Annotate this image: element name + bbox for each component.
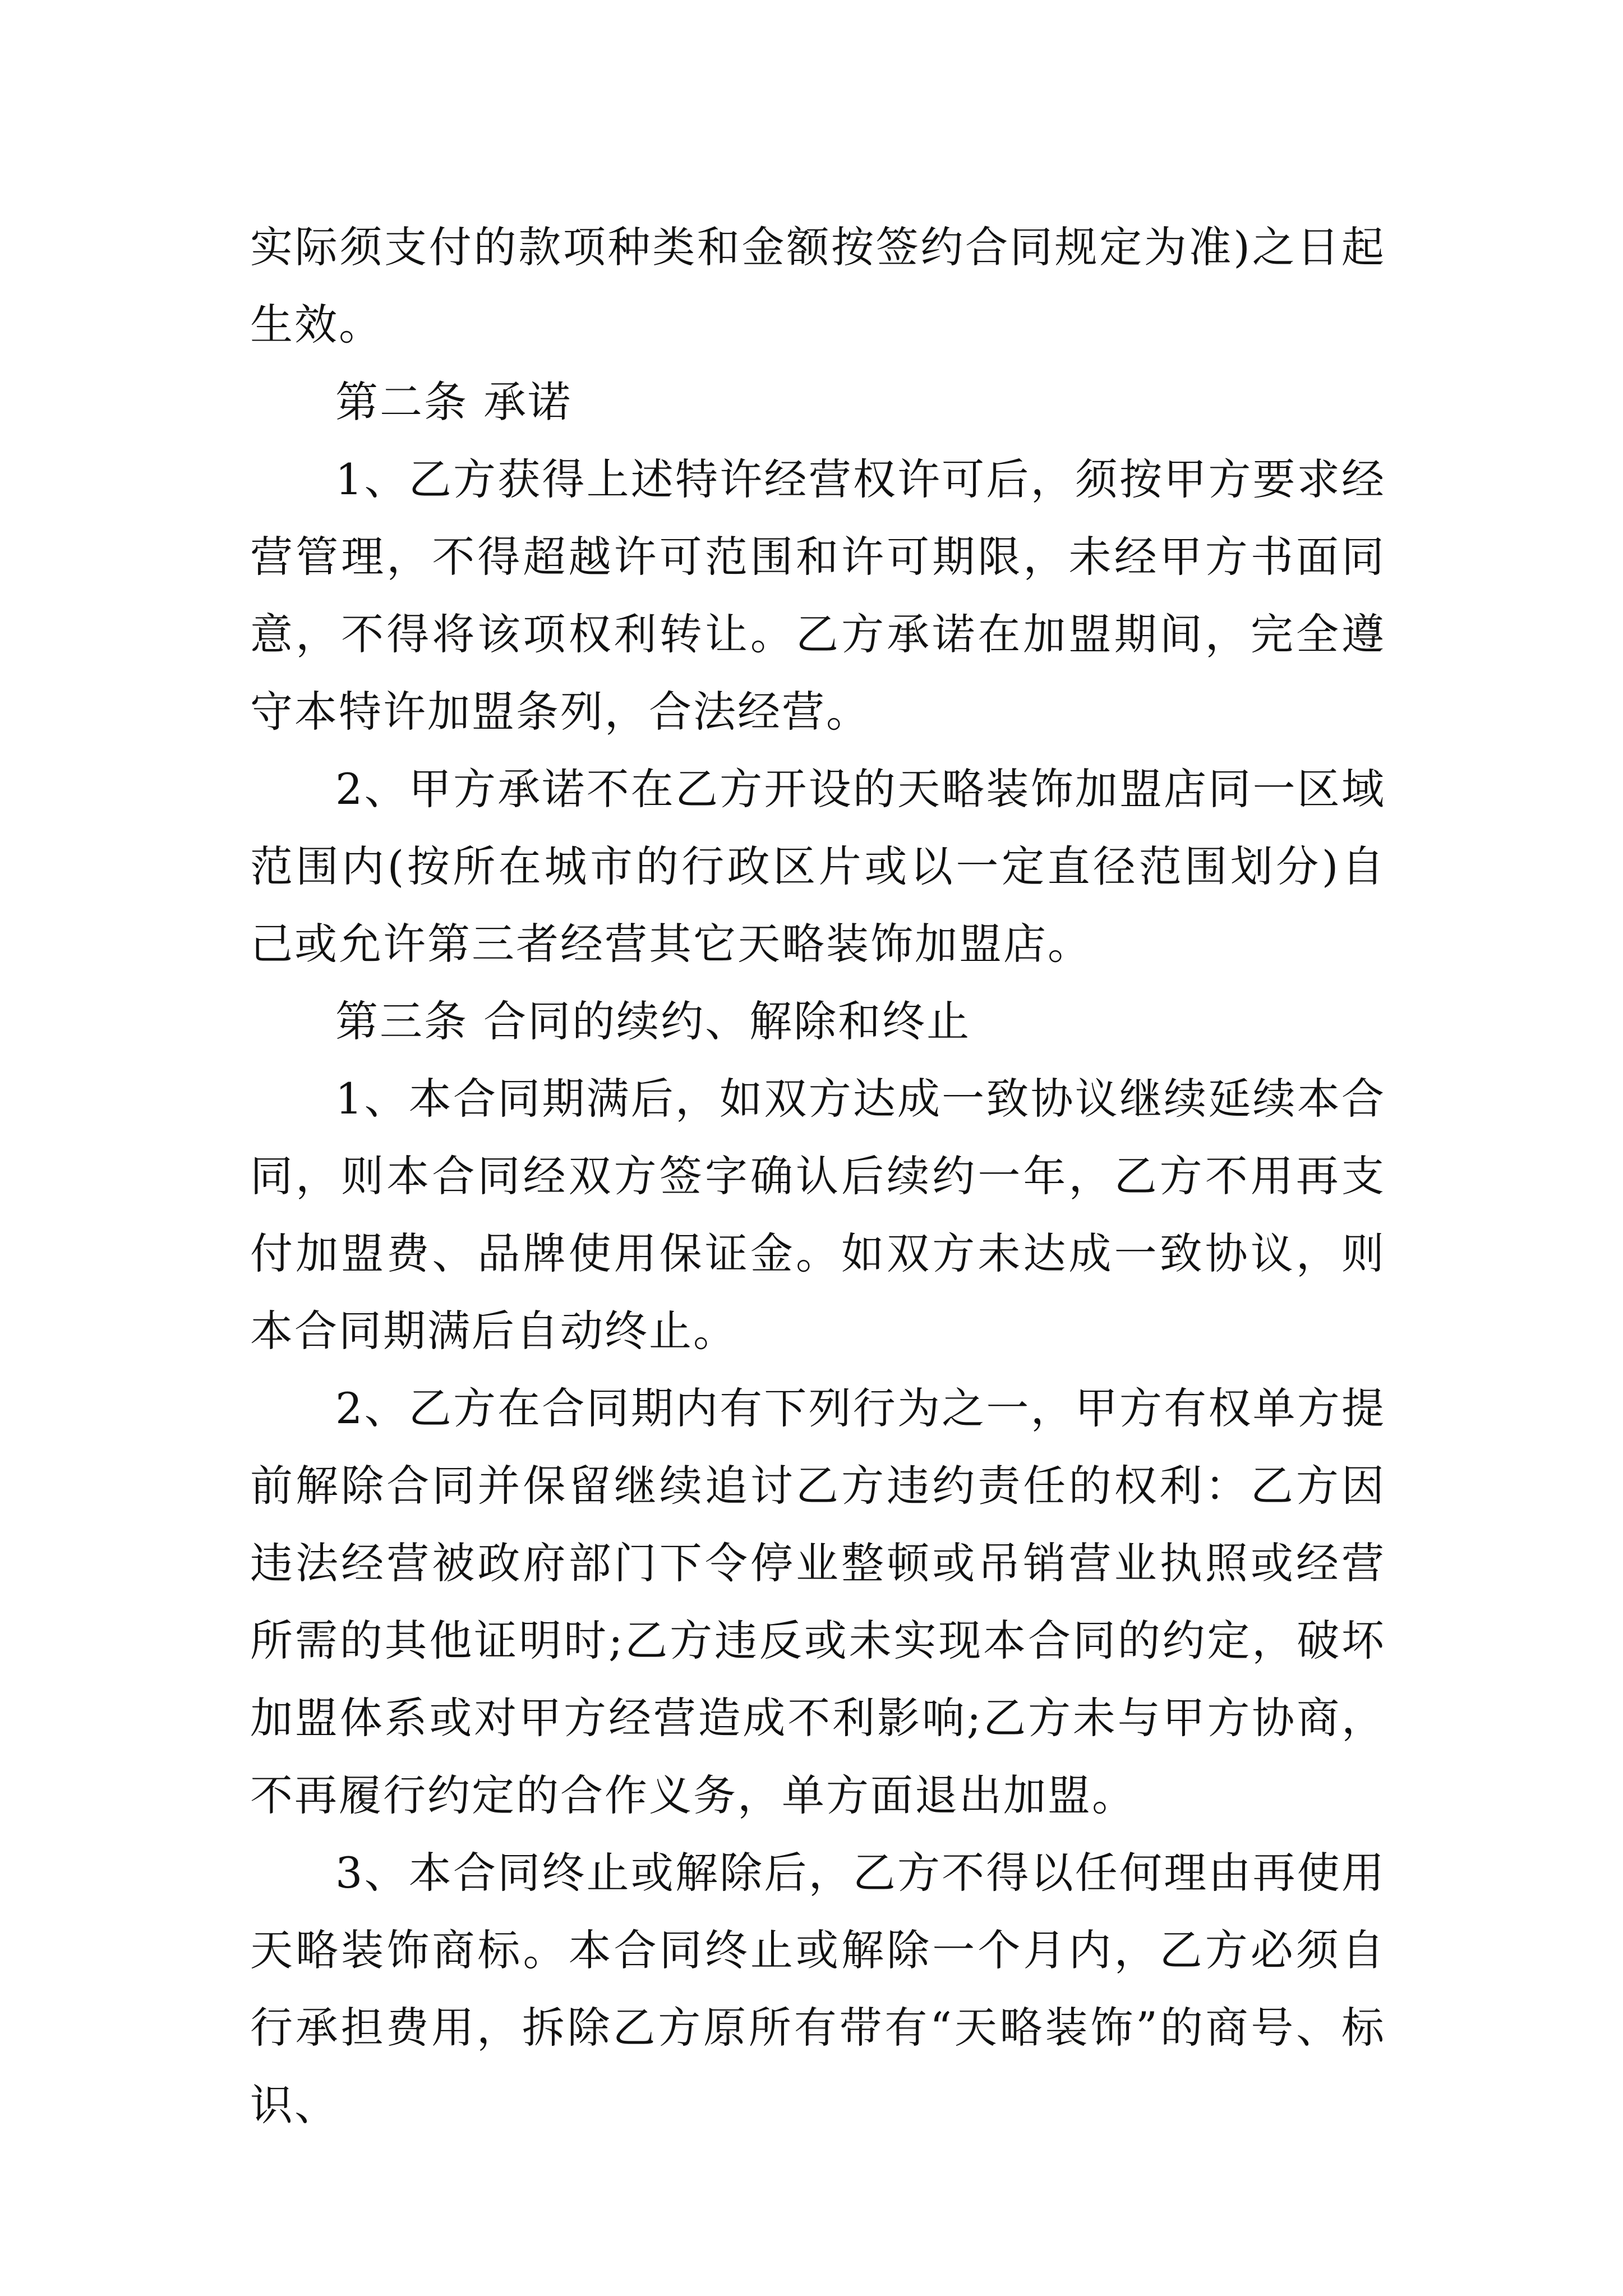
section-heading-article-3: 第三条 合同的续约、解除和终止 — [335, 996, 971, 1046]
clause-3-2: 2、乙方在合同期内有下列行为之一，甲方有权单方提前解除合同并保留继续追讨乙方违约责任的权利：乙方因违法经营被政府部门下令停业整顿或吊销营业执照或经营所需的其他证明时;乙方违反或未实现本合同的约定，破坏加盟体系或对甲方经营造成不利影响;乙方未与甲方协商，不再履行约定的合作义务，单方面退出加盟。 — [250, 1383, 1386, 1820]
paragraph-continuation: 实际须支付的款项种类和金额按签约合同规定为准)之日起生效。 — [250, 222, 1386, 349]
clause-3-1: 1、本合同期满后，如双方达成一致协议继续延续本合同，则本合同经双方签字确认后续约一年，乙方不用再支付加盟费、品牌使用保证金。如双方未达成一致协议，则本合同期满后自动终止。 — [250, 1074, 1386, 1356]
clause-2-2: 2、甲方承诺不在乙方开设的天略装饰加盟店同一区域范围内(按所在城市的行政区片或以一定直径范围划分)自己或允许第三者经营其它天略装饰加盟店。 — [250, 764, 1386, 969]
clause-3-3: 3、本合同终止或解除后，乙方不得以任何理由再使用天略装饰商标。本合同终止或解除一个月内，乙方必须自行承担费用，拆除乙方原所有带有“天略装饰”的商号、标识、 — [250, 1848, 1386, 2130]
clause-2-1: 1、乙方获得上述特许经营权许可后，须按甲方要求经营管理，不得超越许可范围和许可期限，未经甲方书面同意，不得将该项权利转让。乙方承诺在加盟期间，完全遵守本特许加盟条列，合法经营。 — [250, 454, 1386, 737]
section-heading-article-2: 第二条 承诺 — [335, 377, 573, 427]
document-body — [250, 209, 1386, 2144]
